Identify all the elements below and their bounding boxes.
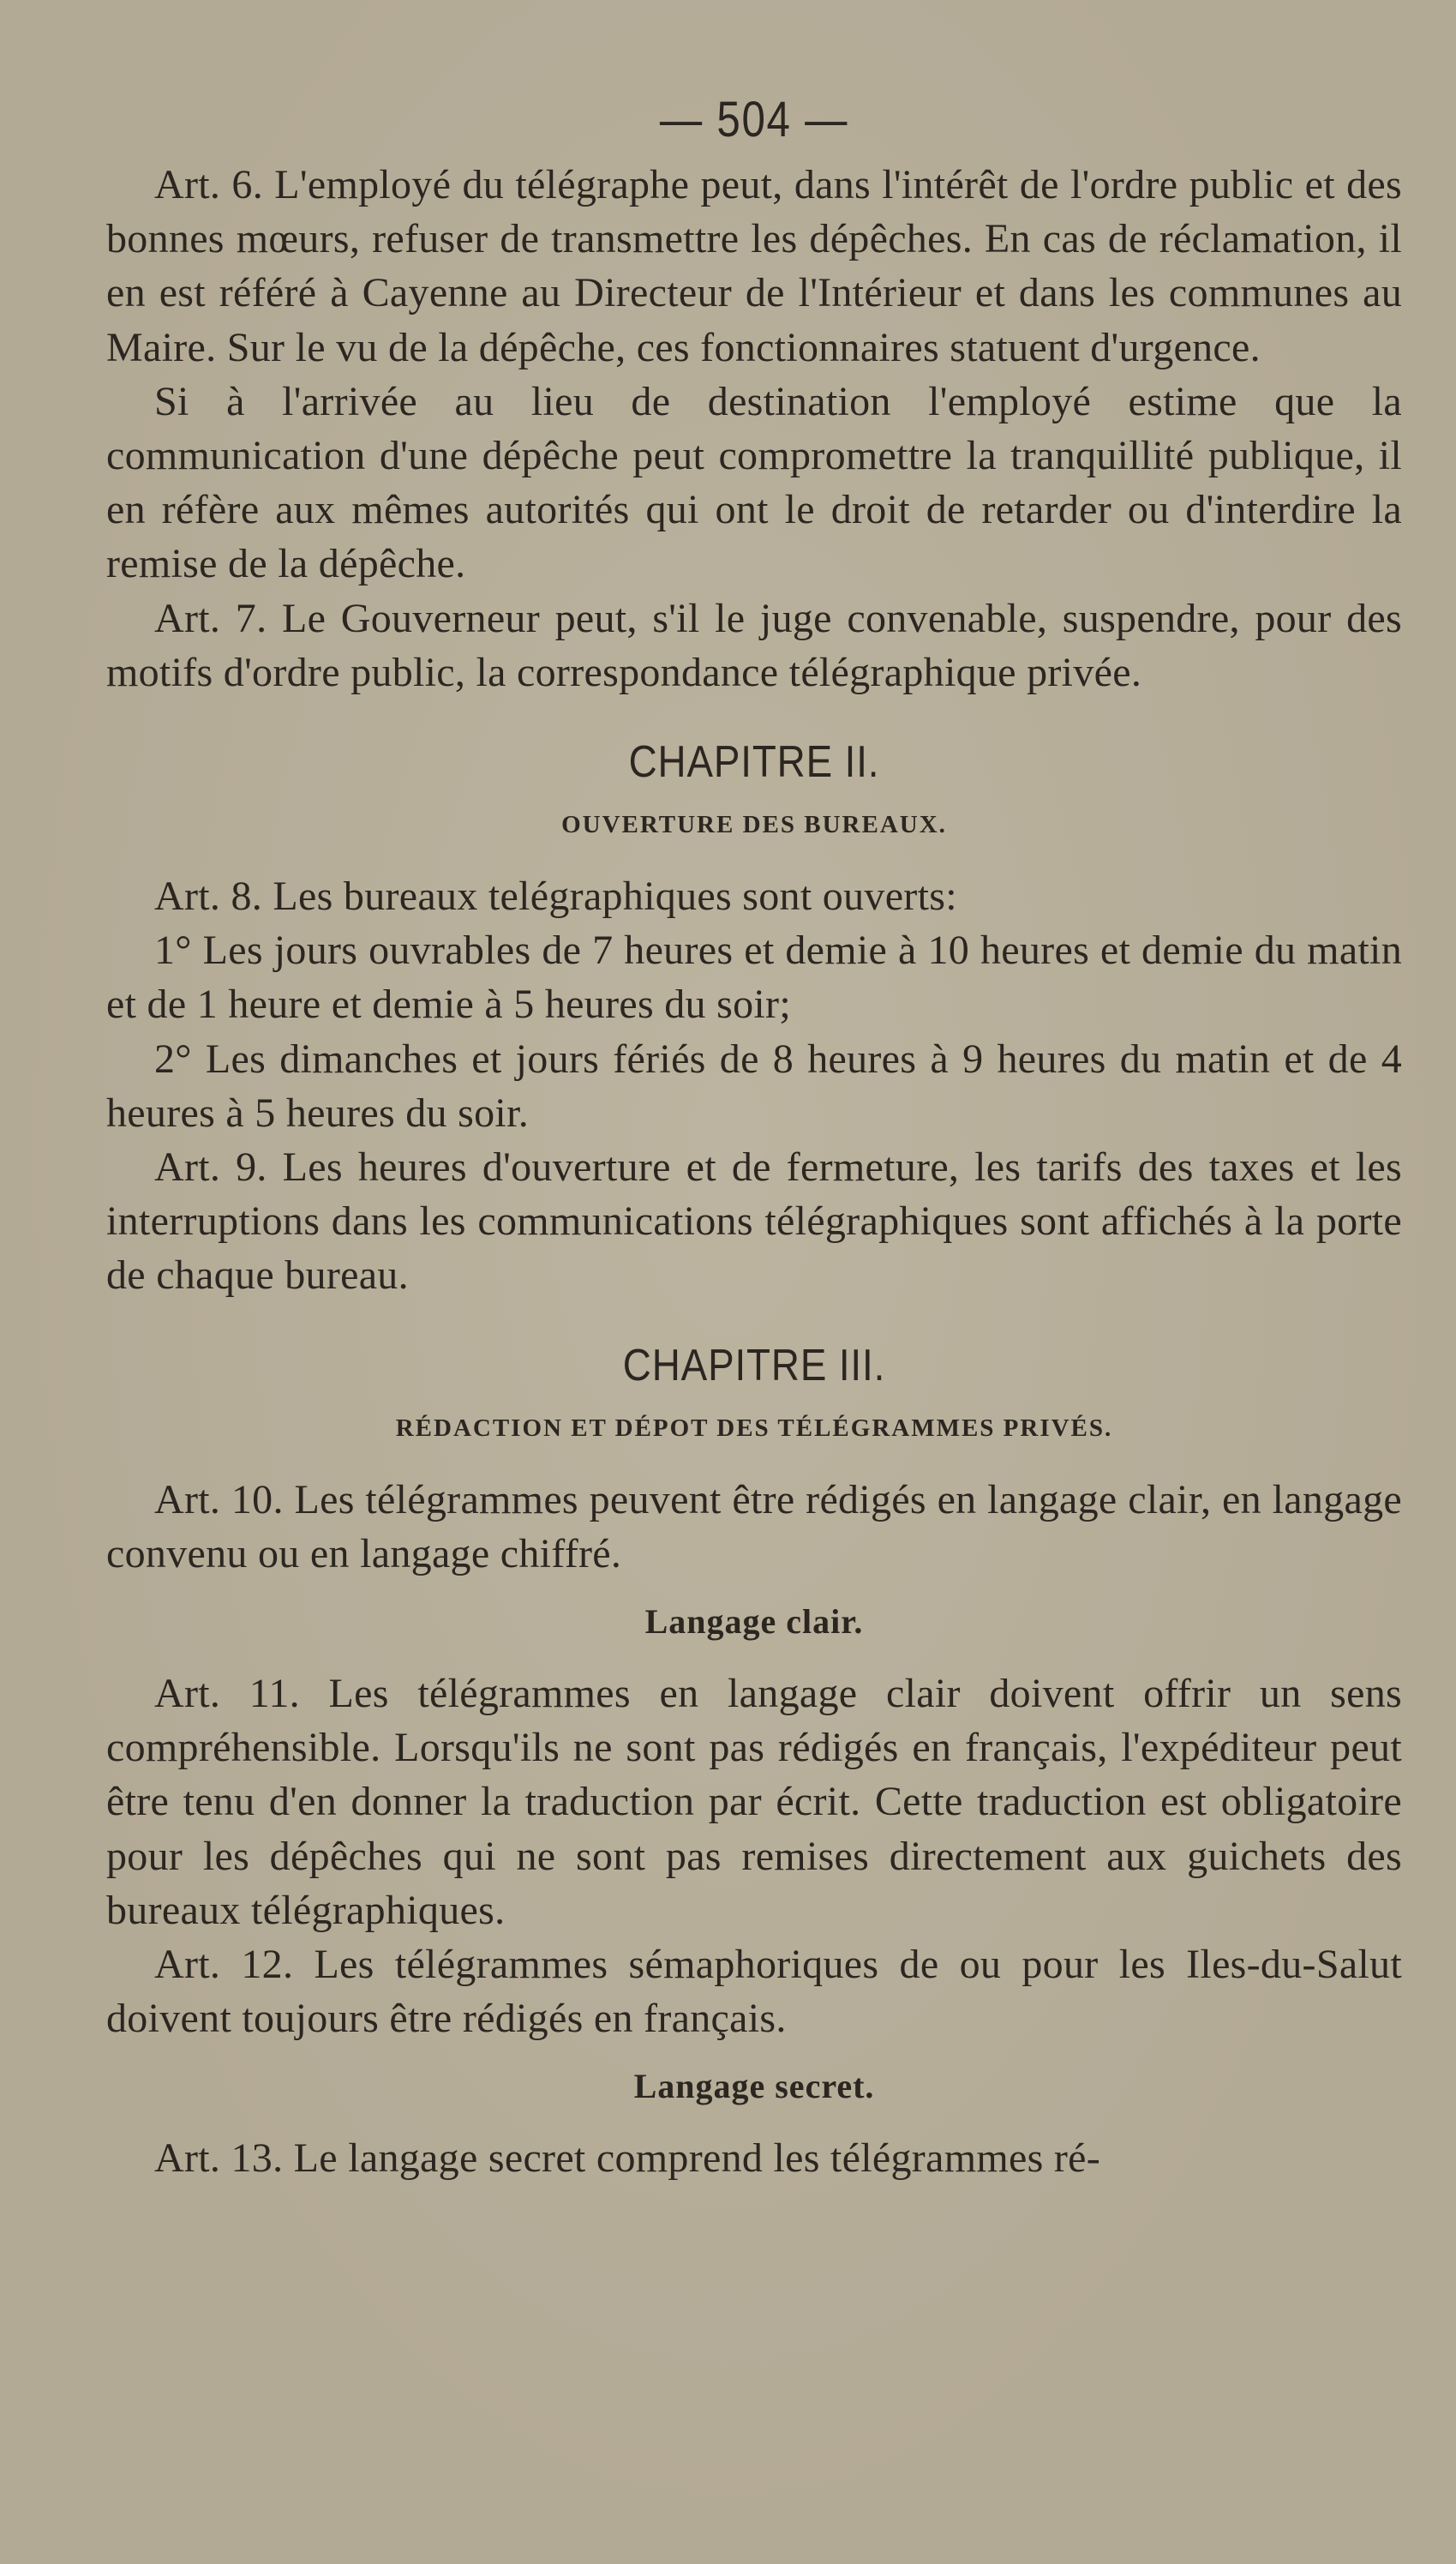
chapter-3-title: CHAPITRE III. — [622, 1340, 886, 1390]
article-6-paragraph-2: Si à l'arrivée au lieu de destination l'employé estime que la communication d'une dépêche peut compromettre la tranquillité publique, il en réfère aux mêmes autorités qui ont le droit de retarder ou d'interdire la remise de la dépêche. — [106, 378, 1402, 587]
article-10: Art. 10. Les télégrammes peuvent être rédigés en langage clair, en langage convenu ou en langage chiffré. — [106, 1476, 1402, 1576]
chapter-2-title: CHAPITRE II. — [628, 737, 880, 788]
article-12: Art. 12. Les télégrammes sémaphoriques de ou pour les Iles-du-Salut doivent toujours être rédigés en français. — [106, 1942, 1402, 2042]
article-8-item-2: 2° Les dimanches et jours fériés de 8 heures à 9 heures du matin et de 4 heures à 5 heures du soir. — [106, 1036, 1402, 1136]
chapter-2-subtitle: OUVERTURE DES BUREAUX. — [561, 811, 947, 839]
article-13: Art. 13. Le langage secret comprend les télégrammes ré- — [154, 2135, 1101, 2182]
article-8-item-1: 1° Les jours ouvrables de 7 heures et demie à 10 heures et demie du matin et de 1 heure et demie à 5 heures du soir; — [106, 928, 1402, 1028]
section-heading-langage-secret: Langage secret. — [633, 2067, 875, 2106]
article-6-paragraph-1: Art. 6. L'employé du télégraphe peut, dans l'intérêt de l'ordre public et des bonnes mœurs, refuser de transmettre les dépêches. En cas de réclamation, il en est référé à Cayenne au Directeur de l'Intérieur et dans les communes au Maire. Sur le vu de la dépêche, ces fonctionnaires statuent d'urgence. — [106, 162, 1402, 370]
article-9: Art. 9. Les heures d'ouverture et de fermeture, les tarifs des taxes et les interruptions dans les communications télégraphiques sont affichés à la porte de chaque bureau. — [106, 1144, 1402, 1299]
article-7: Art. 7. Le Gouverneur peut, s'il le juge convenable, suspendre, pour des motifs d'ordre public, la correspondance télégraphique privée. — [106, 595, 1402, 695]
article-8: Art. 8. Les bureaux telégraphiques sont ouverts: — [154, 874, 957, 920]
article-11: Art. 11. Les télégrammes en langage clair doivent offrir un sens compréhensible. Lorsqu'ils ne sont pas rédigés en français, l'expéditeur peut être tenu d'en donner la traduction par écrit. Cette traduction est obligatoire pour les dépêches qui ne sont pas remises directement aux guichets des bureaux télégraphiques. — [106, 1671, 1402, 1933]
page-content — [106, 86, 1402, 2186]
page-number: — 504 — — [659, 92, 849, 147]
section-heading-langage-clair: Langage clair. — [644, 1602, 864, 1642]
chapter-3-subtitle: RÉDACTION ET DÉPOT DES TÉLÉGRAMMES PRIVÉS. — [395, 1414, 1113, 1442]
